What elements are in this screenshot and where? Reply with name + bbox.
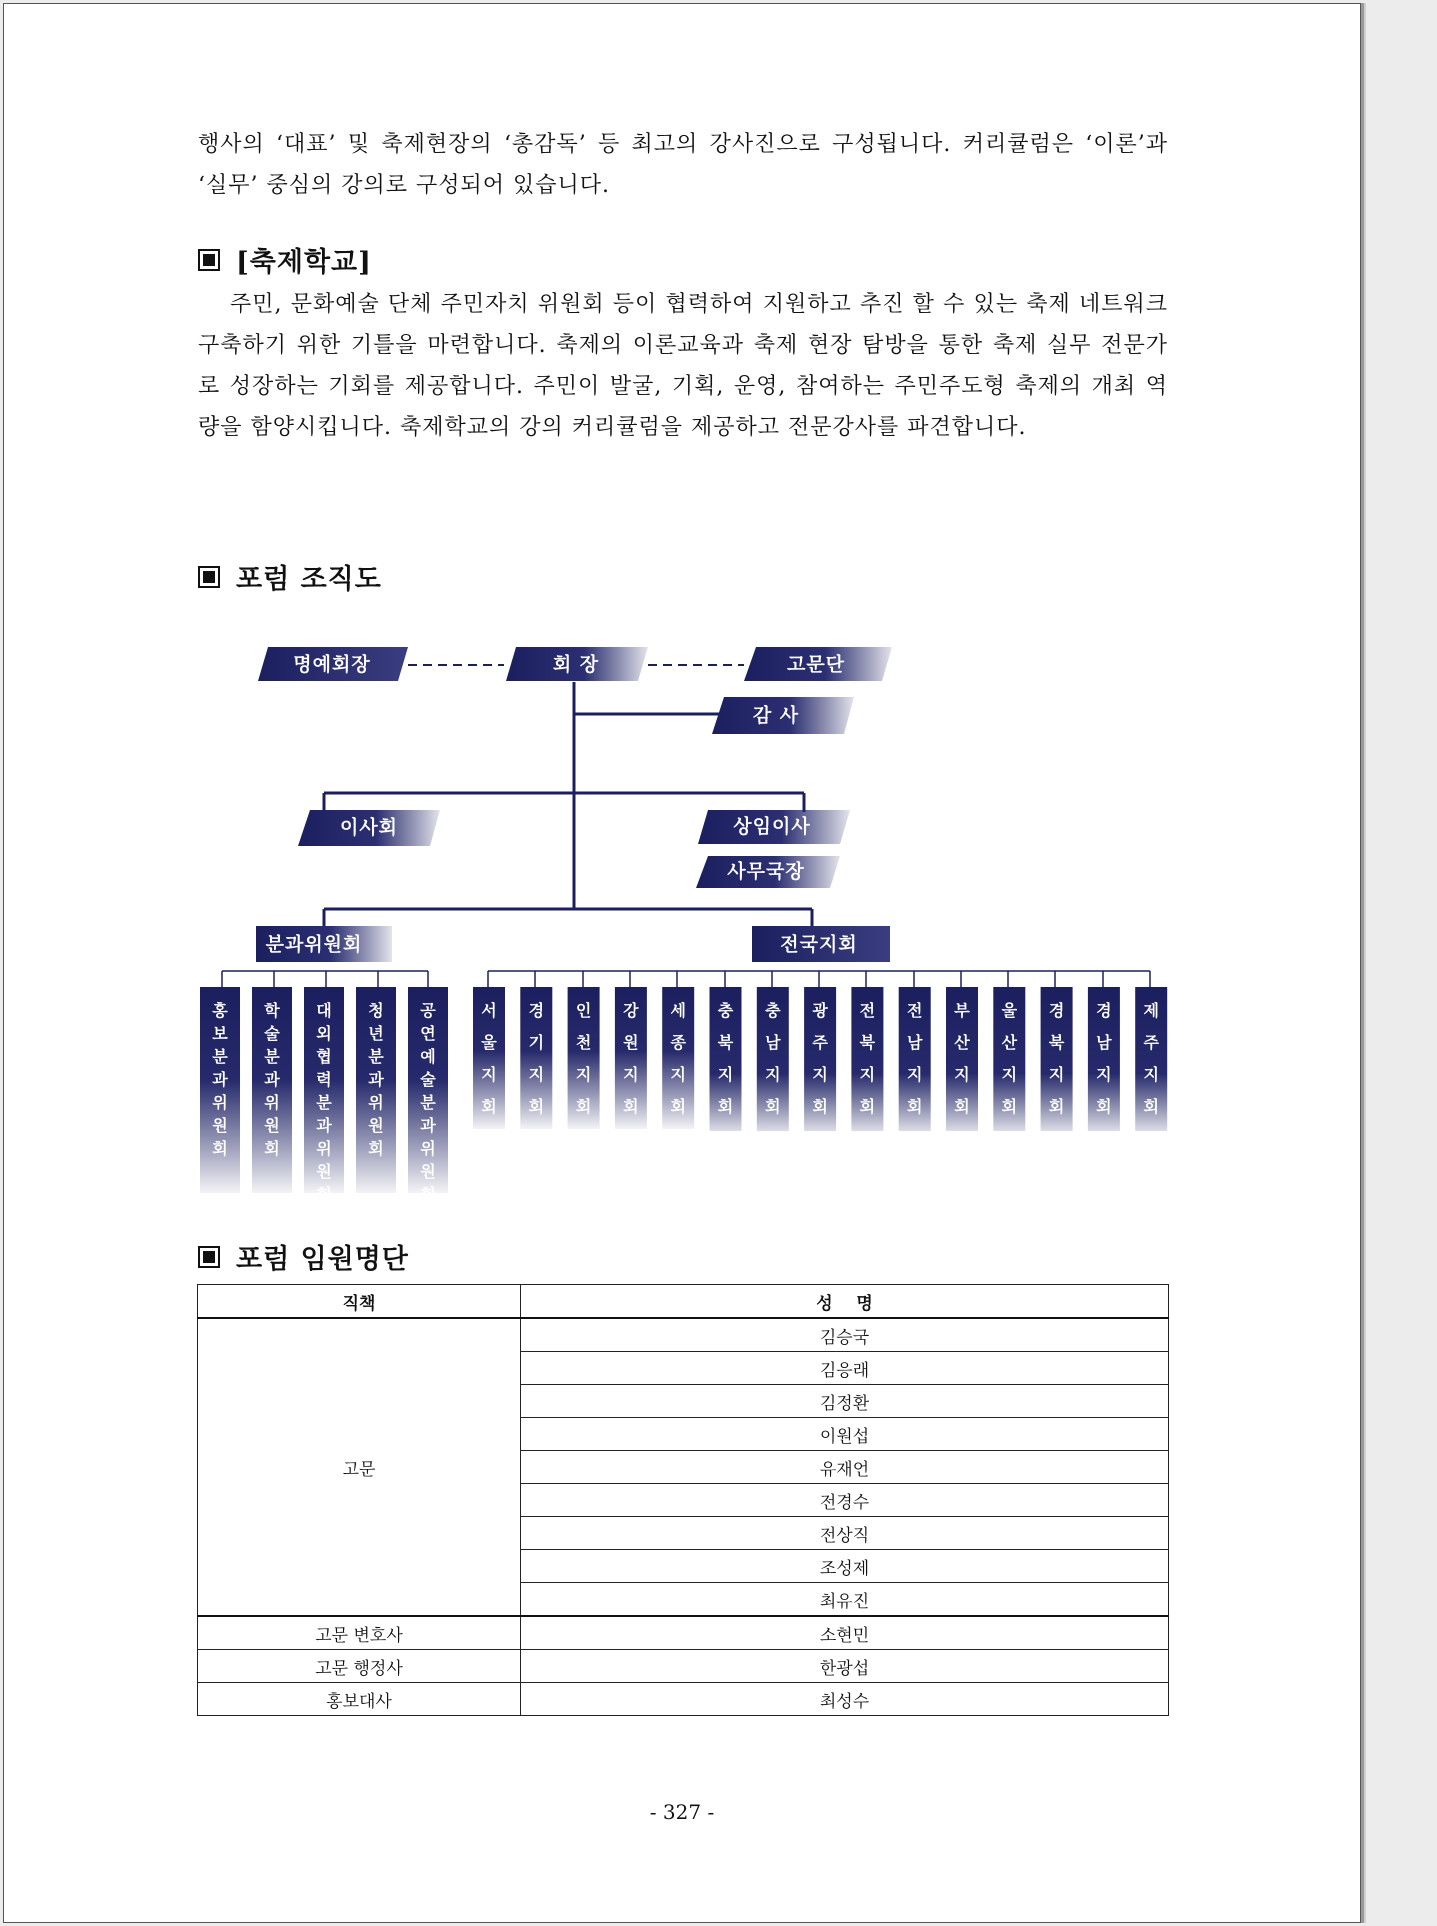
- name-cell: 소현민: [521, 1616, 1169, 1650]
- column-label: 제 주 지 회: [1143, 1000, 1159, 1116]
- name-cell: 최성수: [521, 1683, 1169, 1716]
- org-box-president: [506, 647, 648, 681]
- org-box-regional: [752, 926, 890, 962]
- subcommittee-column: [252, 987, 292, 1193]
- festival-school-title: [축제학교]: [236, 247, 372, 278]
- regional-column: [662, 987, 694, 1129]
- column-label: 광 주 지 회: [812, 1000, 828, 1116]
- role-cell: 고문 행정사: [198, 1650, 521, 1683]
- org-label-advisors: 고문단: [786, 653, 846, 676]
- subcommittee-column: [200, 987, 240, 1193]
- column-label: 대 외 협 력 분 과 위 원 회: [316, 1000, 332, 1204]
- subcommittee-column: [356, 987, 396, 1193]
- regional-column: [899, 987, 931, 1131]
- org-box-secretary: [696, 856, 840, 888]
- advisor-name-cell: 유재언: [521, 1451, 1169, 1484]
- org-label-subcommittees: 분과위원회: [265, 933, 363, 956]
- col-header-name: 성 명: [521, 1285, 1169, 1319]
- table-row: [198, 1650, 1169, 1683]
- advisor-role-cell: 고문: [198, 1318, 521, 1616]
- org-box-standing-director: [698, 810, 850, 844]
- advisor-name-cell: 최유진: [521, 1583, 1169, 1617]
- advisor-name-cell: 이원섭: [521, 1418, 1169, 1451]
- advisor-name-cell: 전경수: [521, 1484, 1169, 1517]
- regional-column: [851, 987, 883, 1131]
- regional-columns: [473, 987, 1167, 1131]
- org-label-auditor: 감 사: [752, 704, 800, 727]
- regional-column: [710, 987, 742, 1131]
- column-label: 전 남 지 회: [906, 1000, 923, 1116]
- column-label: 학 술 분 과 위 원 회: [264, 1000, 280, 1158]
- org-label-standing-director: 상임이사: [733, 815, 811, 838]
- column-label: 경 남 지 회: [1096, 1000, 1112, 1116]
- advisor-name-cell: 김승국: [521, 1318, 1169, 1352]
- subcommittee-columns: [200, 987, 448, 1204]
- org-box-subcommittees: [256, 926, 392, 962]
- regional-column: [568, 987, 600, 1129]
- regional-column: [804, 987, 836, 1131]
- document-page: [3, 3, 1361, 1923]
- regional-column: [1041, 987, 1073, 1131]
- festival-school-paragraph: 주민, 문화예술 단체 주민자치 위원회 등이 협력하여 지원하고 추진 할 수 있는 축제 네트워크 구축하기 위한 기틀을 마련합니다. 축제의 이론교육과 축제 현장 탐방을 통한 축제 실무 전문가로 성장하는 기회를 제공합니다. 주민이 발굴, 기획, 운영, 참여하는 주민주도형 축제의 개최 역량을 함양시킵니다. 축제학교의 강의 커리큘럼을 제공하고 전문강사를 파견합니다.: [198, 292, 1168, 440]
- org-label-secretary: 사무국장: [727, 860, 805, 883]
- roster-heading: [198, 1237, 409, 1276]
- column-label: 충 북 지 회: [717, 1000, 734, 1116]
- roster-title: 포럼 임원명단: [236, 1244, 409, 1275]
- column-label: 청 년 분 과 위 원 회: [368, 1000, 384, 1158]
- org-box-honorary: [258, 647, 408, 681]
- intro-paragraph: 행사의 ‘대표’ 및 축제현장의 ‘총감독’ 등 최고의 강사진으로 구성됩니다. 커리큘럼은 ‘이론’과 ‘실무’ 중심의 강의로 구성되어 있습니다.: [198, 132, 1168, 198]
- org-label-president: 회 장: [552, 653, 600, 676]
- regional-column: [1135, 987, 1167, 1131]
- regional-column: [946, 987, 978, 1131]
- org-chart-title: 포럼 조직도: [236, 564, 382, 595]
- regional-column: [757, 987, 789, 1131]
- role-cell: 고문 변호사: [198, 1616, 521, 1650]
- advisor-name-cell: 김정환: [521, 1385, 1169, 1418]
- regional-column: [520, 987, 552, 1129]
- column-label: 강 원 지 회: [623, 1000, 639, 1116]
- column-label: 세 종 지 회: [670, 1000, 686, 1116]
- column-label: 충 남 지 회: [765, 1000, 781, 1116]
- table-row: [198, 1616, 1169, 1650]
- column-label: 서 울 지 회: [481, 1000, 497, 1116]
- roster-table: [197, 1284, 1169, 1716]
- subcommittee-column: [408, 987, 448, 1204]
- role-cell: 홍보대사: [198, 1683, 521, 1716]
- regional-column: [473, 987, 505, 1129]
- name-cell: 한광섭: [521, 1650, 1169, 1683]
- advisor-name-cell: 조성제: [521, 1550, 1169, 1583]
- column-label: 인 천 지 회: [575, 1000, 592, 1116]
- advisor-name-cell: 김응래: [521, 1352, 1169, 1385]
- advisor-name-cell: 전상직: [521, 1517, 1169, 1550]
- regional-column: [615, 987, 647, 1129]
- table-row: [198, 1318, 1169, 1352]
- org-box-advisors: [744, 647, 892, 681]
- column-label: 공 연 예 술 분 과 위 원 회: [420, 1000, 436, 1204]
- table-row: [198, 1683, 1169, 1716]
- org-box-board: [298, 810, 440, 846]
- table-header-row: [198, 1285, 1169, 1319]
- page-number: - 327 -: [649, 1800, 715, 1824]
- column-label: 전 북 지 회: [859, 1000, 876, 1116]
- column-label: 경 기 지 회: [528, 1000, 545, 1116]
- org-chart: [4, 4, 1360, 1234]
- regional-column: [993, 987, 1025, 1131]
- subcommittee-column: [304, 987, 344, 1204]
- column-label: 울 산 지 회: [1001, 1000, 1018, 1116]
- column-label: 부 산 지 회: [954, 1000, 970, 1116]
- column-label: 홍 보 분 과 위 원 회: [212, 1000, 228, 1158]
- square-bullet-icon: [198, 1246, 220, 1268]
- col-header-position: 직책: [198, 1285, 521, 1319]
- org-label-board: 이사회: [339, 816, 399, 839]
- org-label-regional: 전국지회: [780, 933, 858, 956]
- org-box-auditor: [712, 697, 854, 734]
- column-label: 경 북 지 회: [1048, 1000, 1065, 1116]
- regional-column: [1088, 987, 1120, 1131]
- org-label-honorary: 명예회장: [293, 653, 371, 676]
